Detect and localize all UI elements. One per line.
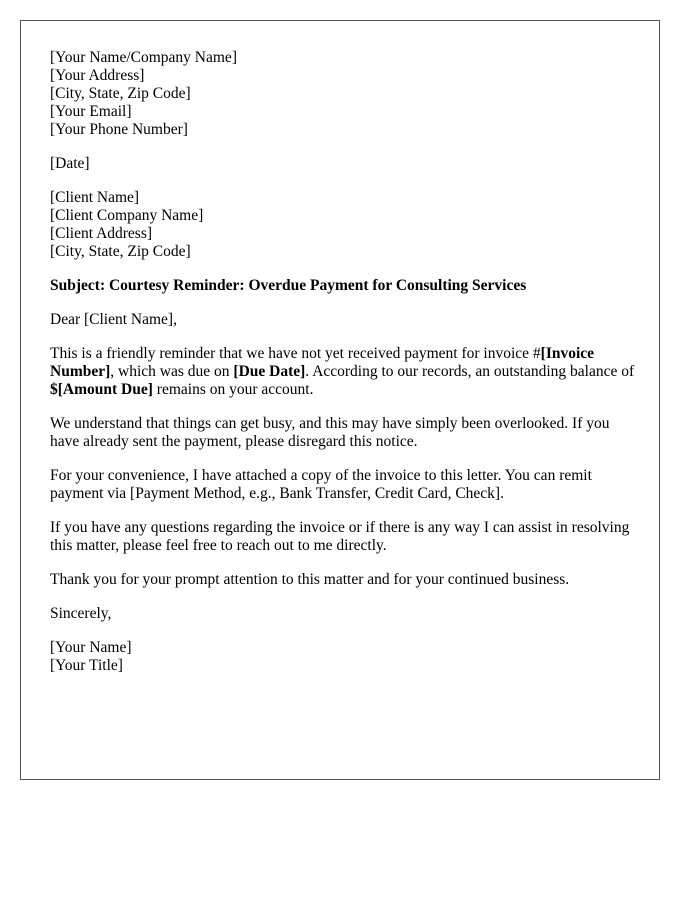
date-block	[50, 155, 635, 173]
paragraph1-part2: , which was due on	[110, 363, 234, 380]
sender-block	[50, 49, 635, 139]
letter-date: [Date]	[50, 155, 90, 172]
amount-due: $[Amount Due]	[50, 381, 153, 398]
due-date: [Due Date]	[233, 363, 306, 380]
paragraph-invoice-reminder	[50, 345, 635, 399]
letter-page	[20, 20, 660, 780]
paragraph1-part4: remains on your account.	[152, 381, 314, 398]
sender-city: [City, State, Zip Code]	[50, 85, 191, 102]
signature-name: [Your Name]	[50, 639, 132, 656]
subject-text: Subject: Courtesy Reminder: Overdue Payment for Consulting Services	[50, 277, 527, 294]
client-address: [Client Address]	[50, 225, 153, 242]
paragraph-questions: If you have any questions regarding the invoice or if there is any way I can assist in resolving this matter, please feel free to reach out to me directly.	[50, 519, 630, 554]
paragraph1-part3: . According to our records, an outstanding balance of	[305, 363, 635, 380]
client-name: [Client Name]	[50, 189, 140, 206]
closing: Sincerely,	[50, 605, 112, 622]
paragraph-convenience: For your convenience, I have attached a copy of the invoice to this letter. You can remit payment via [Payment Method, e.g., Bank Transfer, Credit Card, Check].	[50, 467, 592, 502]
client-city: [City, State, Zip Code]	[50, 243, 191, 260]
client-company: [Client Company Name]	[50, 207, 204, 224]
sender-email: [Your Email]	[50, 103, 132, 120]
sender-address: [Your Address]	[50, 67, 145, 84]
paragraph1-part1: This is a friendly reminder that we have not yet received payment for invoice #	[50, 345, 541, 362]
sender-name: [Your Name/Company Name]	[50, 49, 237, 66]
invoice-number: [Invoice Number]	[50, 345, 595, 380]
signature-block	[50, 639, 635, 675]
letter-body	[50, 49, 635, 691]
paragraph-thanks: Thank you for your prompt attention to this matter and for your continued business.	[50, 571, 570, 588]
client-block	[50, 189, 635, 261]
subject-line	[50, 277, 635, 295]
sender-phone: [Your Phone Number]	[50, 121, 188, 138]
paragraph-understanding: We understand that things can get busy, and this may have simply been overlooked. If you have already sent the payment, please disregard this notice.	[50, 415, 610, 450]
signature-title: [Your Title]	[50, 657, 123, 674]
salutation: Dear [Client Name],	[50, 311, 177, 328]
